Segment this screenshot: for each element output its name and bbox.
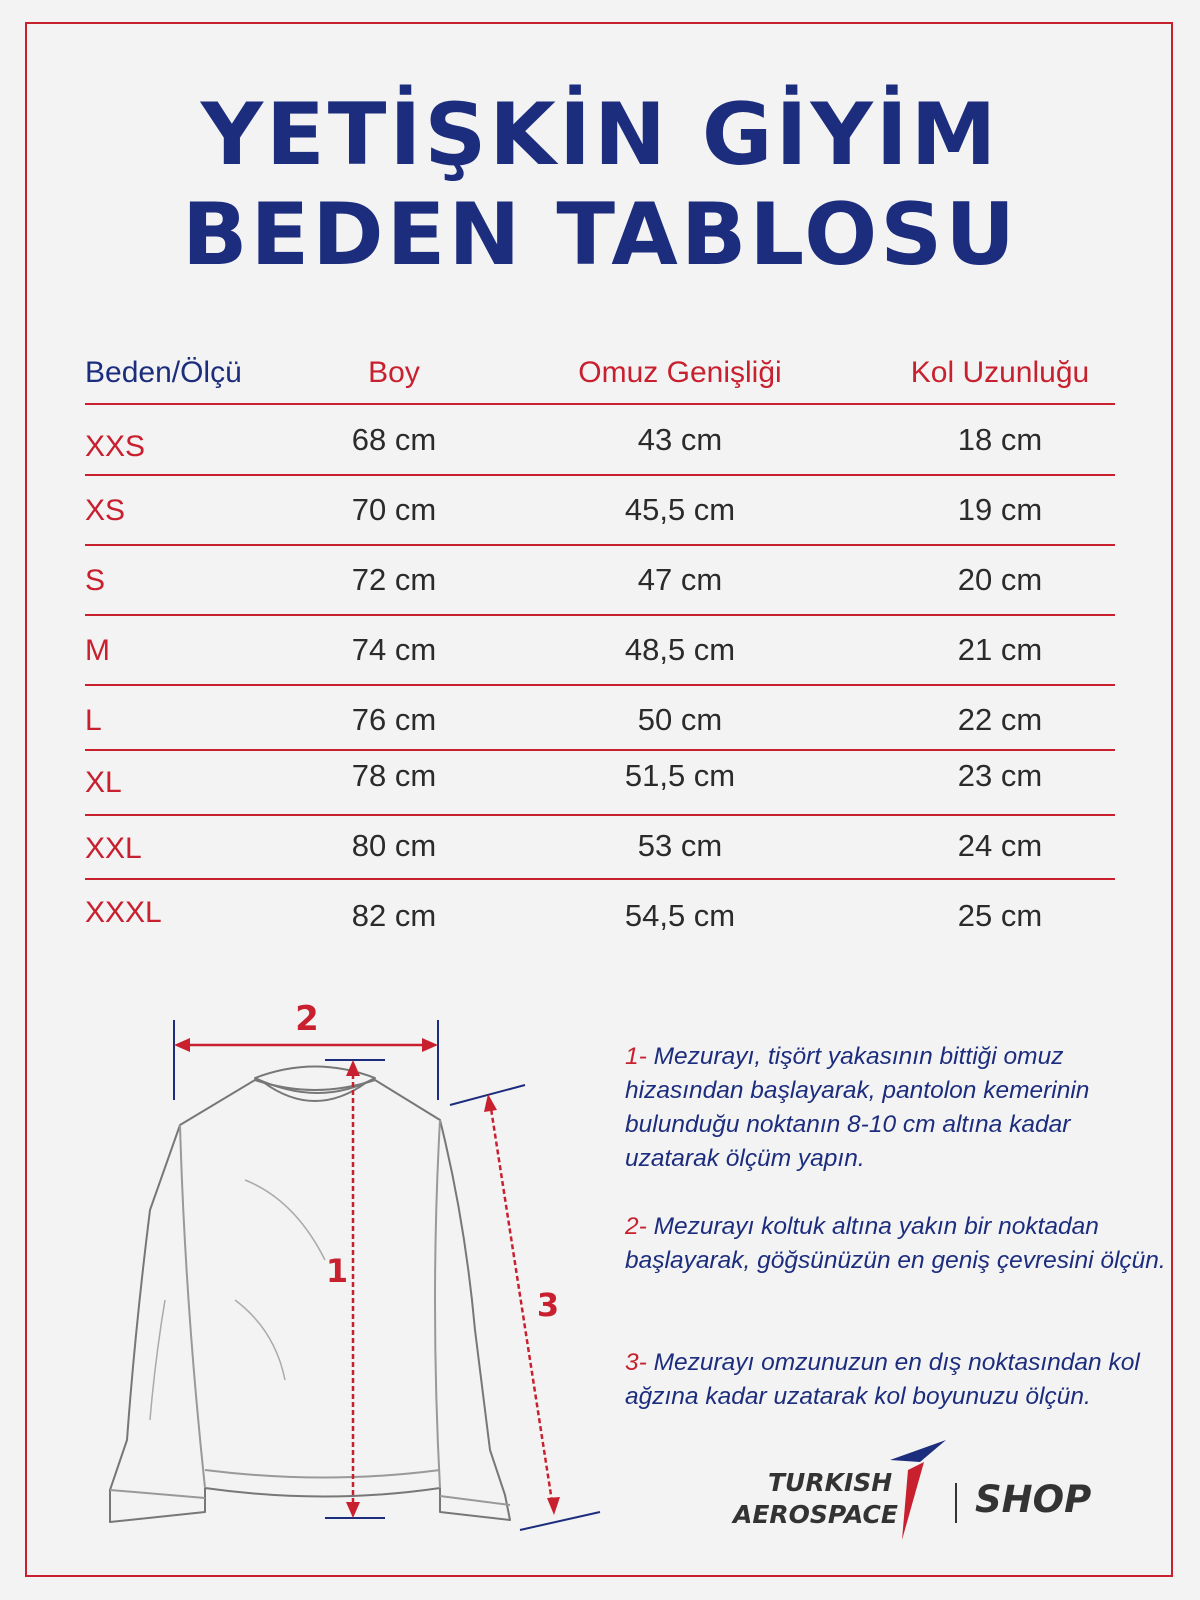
kol-value: 18 cm <box>957 422 1043 457</box>
header-omuz: Omuz Genişliği <box>578 356 782 389</box>
instruction-number: 2- <box>625 1213 647 1240</box>
size-label: L <box>85 704 102 737</box>
kol-value: 21 cm <box>957 632 1043 667</box>
page-title-line2: BEDEN TABLOSU <box>181 185 1019 285</box>
omuz-value: 45,5 cm <box>624 492 736 527</box>
header-kol: Kol Uzunluğu <box>910 356 1090 389</box>
instruction-1 <box>625 1040 1170 1176</box>
omuz-value: 48,5 cm <box>624 632 736 667</box>
instruction-number: 1- <box>625 1043 647 1070</box>
omuz-value: 47 cm <box>637 562 723 597</box>
header-boy: Boy <box>368 356 420 389</box>
instruction-number: 3- <box>625 1349 647 1376</box>
table-divider <box>85 749 1115 751</box>
omuz-value: 50 cm <box>637 702 723 737</box>
table-divider <box>85 403 1115 405</box>
kol-value: 25 cm <box>957 898 1043 933</box>
boy-value: 82 cm <box>351 898 437 933</box>
boy-value: 68 cm <box>351 422 437 457</box>
omuz-value: 53 cm <box>637 828 723 863</box>
instruction-2 <box>625 1210 1170 1278</box>
table-divider <box>85 684 1115 686</box>
boy-value: 80 cm <box>351 828 437 863</box>
table-divider <box>85 544 1115 546</box>
sweatshirt-outline <box>110 1080 510 1522</box>
header-size: Beden/Ölçü <box>85 356 242 389</box>
sweatshirt-diagram <box>95 1000 625 1540</box>
brand-shop: SHOP <box>975 1478 1092 1521</box>
kol-value: 19 cm <box>957 492 1043 527</box>
instruction-text: Mezurayı omzunuzun en dış noktasından kol ağzına kadar uzatarak kol boyunuzu ölçün. <box>625 1349 1140 1410</box>
size-label: XXS <box>85 430 146 463</box>
measure-label-1: 1 <box>325 1252 349 1290</box>
size-label: XXXL <box>85 896 162 929</box>
kol-value: 23 cm <box>957 758 1043 793</box>
boy-value: 70 cm <box>351 492 437 527</box>
omuz-value: 43 cm <box>637 422 723 457</box>
instruction-text: Mezurayı, tişört yakasının bittiği omuz hizasından başlayarak, pantolon kemerinin bulunduğu noktanın 8-10 cm altına kadar uzatarak ölçüm yapın. <box>625 1043 1090 1172</box>
kol-value: 20 cm <box>957 562 1043 597</box>
kol-value: 22 cm <box>957 702 1043 737</box>
size-label: S <box>85 564 106 597</box>
instruction-text: Mezurayı koltuk altına yakın bir noktadan başlayarak, göğsünüzün en geniş çevresini ölçün. <box>625 1213 1166 1274</box>
brand-line1: TURKISH <box>768 1468 893 1497</box>
omuz-value: 54,5 cm <box>624 898 736 933</box>
table-divider <box>85 474 1115 476</box>
measure-label-2: 2 <box>295 1000 319 1039</box>
size-label: M <box>85 634 110 667</box>
size-label: XS <box>85 494 126 527</box>
brand-line2: AEROSPACE <box>733 1500 898 1529</box>
kol-value: 24 cm <box>957 828 1043 863</box>
instruction-3 <box>625 1346 1170 1414</box>
table-divider <box>85 614 1115 616</box>
boy-value: 74 cm <box>351 632 437 667</box>
measure-label-3: 3 <box>536 1286 560 1324</box>
size-label: XXL <box>85 832 142 865</box>
size-label: XL <box>85 766 122 799</box>
page-title-line1: YETİŞKİN GİYİM <box>200 85 1000 185</box>
turkish-aerospace-logo-mark <box>890 1440 946 1540</box>
brand-divider <box>955 1483 957 1523</box>
boy-value: 72 cm <box>351 562 437 597</box>
omuz-value: 51,5 cm <box>624 758 736 793</box>
boy-value: 76 cm <box>351 702 437 737</box>
boy-value: 78 cm <box>351 758 437 793</box>
table-divider <box>85 814 1115 816</box>
table-divider <box>85 878 1115 880</box>
